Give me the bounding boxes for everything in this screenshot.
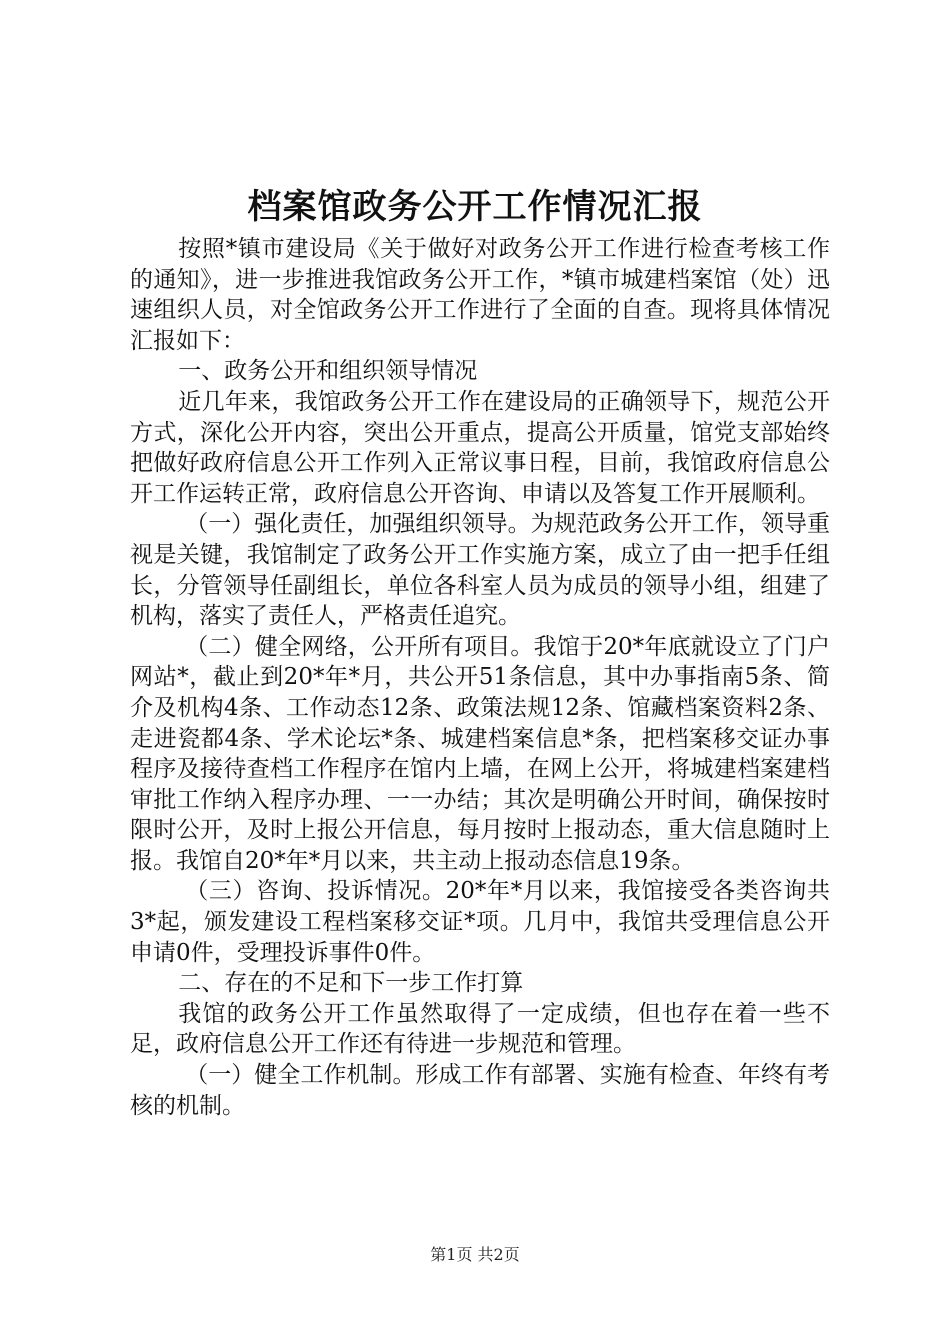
subsection-1-1-paragraph: （一）强化责任，加强组织领导。为规范政务公开工作，领导重视是关键，我馆制定了政务公开工作实施方案，成立了由一把手任组长，分管领导任副组长，单位各科室人员为成员的领导小组，组建了机构，落实了责任人，严格责任追究。 — [130, 511, 830, 630]
section-1-paragraph: 近几年来，我馆政务公开工作在建设局的正确领导下，规范公开方式，深化公开内容，突出公开重点，提高公开质量，馆党支部始终把做好政府信息公开工作列入正常议事日程，目前，我馆政府信息公开工作运转正常，政府信息公开咨询、申请以及答复工作开展顺利。 — [130, 388, 830, 507]
section-heading-1: 一、政务公开和组织领导情况 — [178, 358, 478, 385]
subsection-1-2-paragraph: （二）健全网络，公开所有项目。我馆于20*年底就设立了门户网站*，截止到20*年*月，共公开51条信息，其中办事指南5条、简介及机构4条、工作动态12条、政策法规12条、馆藏档案资料2条、走进瓷都4条、学术论坛*条、城建档案信息*条，把档案移交证办事程序及接待查档工作程序在馆内上墙，在网上公开，将城建档案建档审批工作纳入程序办理、一一办结；其次是明确公开时间，确保按时限时公开，及时上报公开信息，每月按时上报动态，重大信息随时上报。我馆自20*年*月以来，共主动上报动态信息19条。 — [130, 633, 830, 874]
subsection-1-3-paragraph: （三）咨询、投诉情况。20*年*月以来，我馆接受各类咨询共3*起，颁发建设工程档案移交证*项。几月中，我馆共受理信息公开申请0件，受理投诉事件0件。 — [130, 878, 830, 966]
intro-paragraph: 按照*镇市建设局《关于做好对政务公开工作进行检查考核工作的通知》，进一步推进我馆政务公开工作，*镇市城建档案馆（处）迅速组织人员，对全馆政务公开工作进行了全面的自查。现将具体情况汇报如下： — [130, 236, 830, 354]
section-2-paragraph: 我馆的政务公开工作虽然取得了一定成绩，但也存在着一些不足，政府信息公开工作还有待进一步规范和管理。 — [130, 1000, 830, 1058]
document-body — [130, 234, 830, 1121]
section-heading-2: 二、存在的不足和下一步工作打算 — [178, 970, 524, 997]
document-title: 档案馆政务公开工作情况汇报 — [247, 187, 703, 227]
page-footer: 第1页 共2页 — [430, 1245, 520, 1264]
subsection-2-1-paragraph: （一）健全工作机制。形成工作有部署、实施有检查、年终有考核的机制。 — [130, 1062, 830, 1119]
